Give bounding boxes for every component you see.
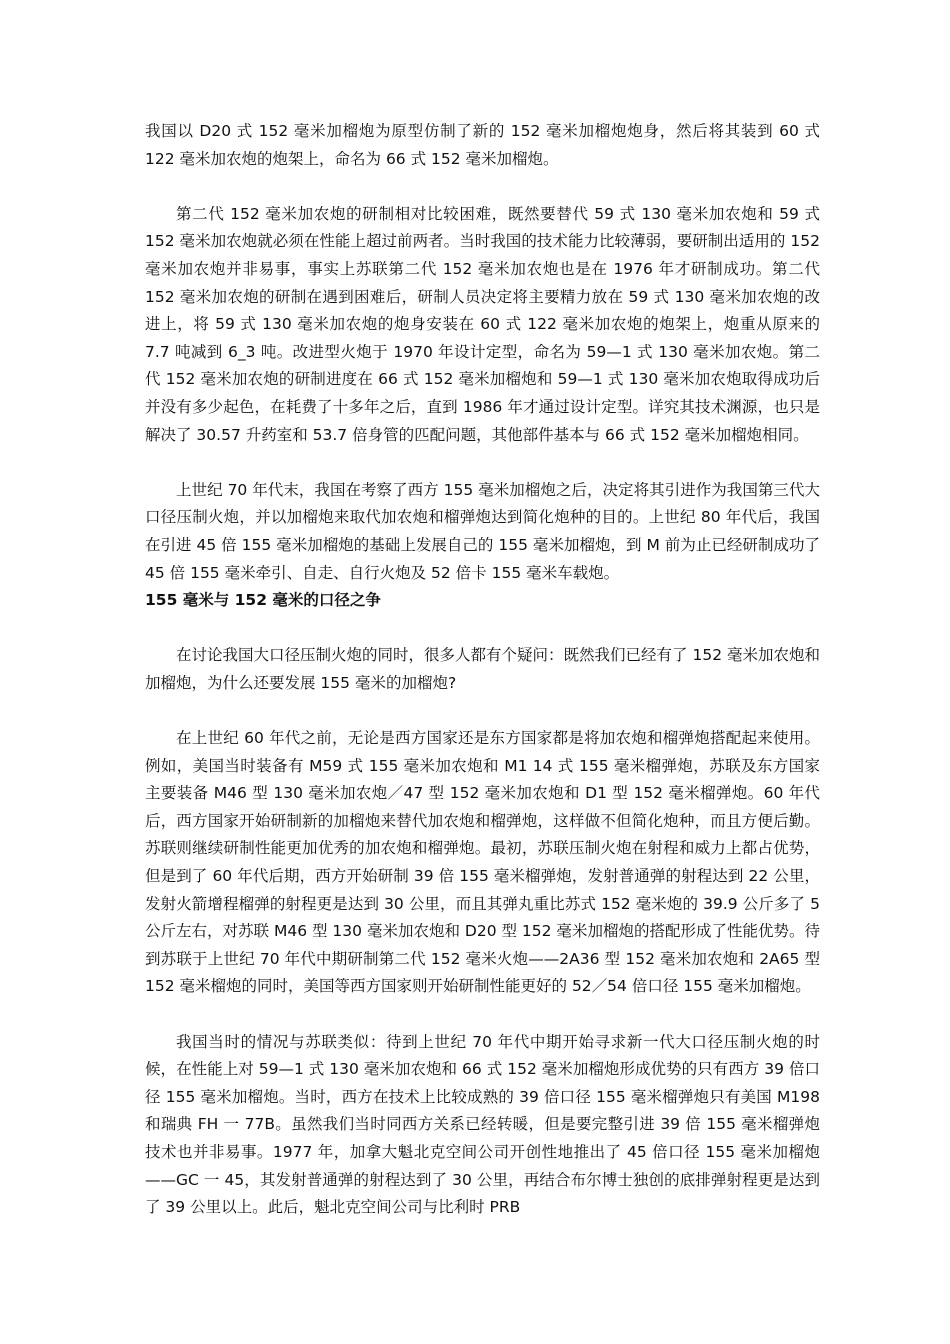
paragraph-3: 上世纪 70 年代末，我国在考察了西方 155 毫米加榴炮之后，决定将其引进作为我国第三代大口径压制火炮，并以加榴炮来取代加农炮和榴弹炮达到简化炮种的目的。上世纪 80 年代后，我国在引进 45 倍 155 毫米加榴炮的基础上发展自己的 155 毫米加榴炮，到 M 前为止已经研制成功了 45 倍 155 毫米牵引、自走、自行火炮及 52 倍卡 155 毫米车载炮。 [145, 480, 820, 582]
section-heading: 155 毫米与 152 毫米的口径之争 [145, 591, 381, 610]
paragraph-5: 在上世纪 60 年代之前，无论是西方国家还是东方国家都是将加农炮和榴弹炮搭配起来使用。例如，美国当时装备有 M59 式 155 毫米加农炮和 M1 14 式 155 毫米榴弹炮，苏联及东方国家主要装备 M46 型 130 毫米加农炮／47 型 152 毫米加农炮和 D1 型 152 毫米榴弹炮。60 年代后，西方国家开始研制新的加榴炮来替代加农炮和榴弹炮，这样做不但简化炮种，而且方便后勤。苏联则继续研制性能更加优秀的加农炮和榴弹炮。最初，苏联压制火炮在射程和威力上都占优势，但是到了 60 年代后期，西方开始研制 39 倍 155 毫米榴弹炮，发射普通弹的射程达到 22 公里，发射火箭增程榴弹的射程更是达到 30 公里，而且其弹丸重比苏式 152 毫米炮的 39.9 公斤多了 5 公斤左右，对苏联 M46 型 130 毫米加农炮和 D20 型 152 毫米加榴炮的搭配形成了性能优势。待到苏联于上世纪 70 年代中期研制第二代 152 毫米火炮——2A36 型 152 毫米加农炮和 2A65 型 152 毫米榴炮的同时，美国等西方国家则开始研制性能更好的 52／54 倍口径 155 毫米加榴炮。 [145, 729, 820, 996]
paragraph-2: 第二代 152 毫米加农炮的研制相对比较困难，既然要替代 59 式 130 毫米加农炮和 59 式 152 毫米加农炮就必须在性能上超过前两者。当时我国的技术能力比较薄弱，要研制出适用的 152 毫米加农炮并非易事，事实上苏联第二代 152 毫米加农炮也是在 1976 年才研制成功。第二代 152 毫米加农炮的研制在遇到困难后，研制人员决定将主要精力放在 59 式 130 毫米加农炮的改进上，将 59 式 130 毫米加农炮的炮身安装在 60 式 122 毫米加农炮的炮架上，炮重从原来的 7.7 吨减到 6_3 吨。改进型火炮于 1970 年设计定型，命名为 59—1 式 130 毫米加农炮。第二代 152 毫米加农炮的研制进度在 66 式 152 毫米加榴炮和 59—1 式 130 毫米加农炮取得成功后并没有多少起色，在耗费了十多年之后，直到 1986 年才通过设计定型。详究其技术渊源，也只是解决了 30.57 升药室和 53.7 倍身管的匹配问题，其他部件基本与 66 式 152 毫米加榴炮相同。 [145, 204, 820, 444]
paragraph-4: 在讨论我国大口径压制火炮的同时，很多人都有个疑问：既然我们已经有了 152 毫米加农炮和加榴炮，为什么还要发展 155 毫米的加榴炮? [145, 646, 820, 692]
paragraph-6: 我国当时的情况与苏联类似：待到上世纪 70 年代中期开始寻求新一代大口径压制火炮的时候，在性能上对 59—1 式 130 毫米加农炮和 66 式 152 毫米加榴炮形成优势的只有西方 39 倍口径 155 毫米加榴炮。当时，西方在技术上比较成熟的 39 倍口径 155 毫米榴弹炮只有美国 M198 和瑞典 FH 一 77B。虽然我们当时同西方关系已经转暖，但是要完整引进 39 倍 155 毫米榴弹炮技术也并非易事。1977 年，加拿大魁北克空间公司开创性地推出了 45 倍口径 155 毫米加榴炮——GC 一 45，其发射普通弹的射程达到了 30 公里，再结合布尔博士独创的底排弹射程更是达到了 39 公里以上。此后，魁北克空间公司与比利时 PRB [145, 1032, 820, 1217]
document-body [145, 118, 820, 1249]
paragraph-1: 我国以 D20 式 152 毫米加榴炮为原型仿制了新的 152 毫米加榴炮炮身，然后将其装到 60 式 122 毫米加农炮的炮架上，命名为 66 式 152 毫米加榴炮。 [145, 122, 820, 168]
